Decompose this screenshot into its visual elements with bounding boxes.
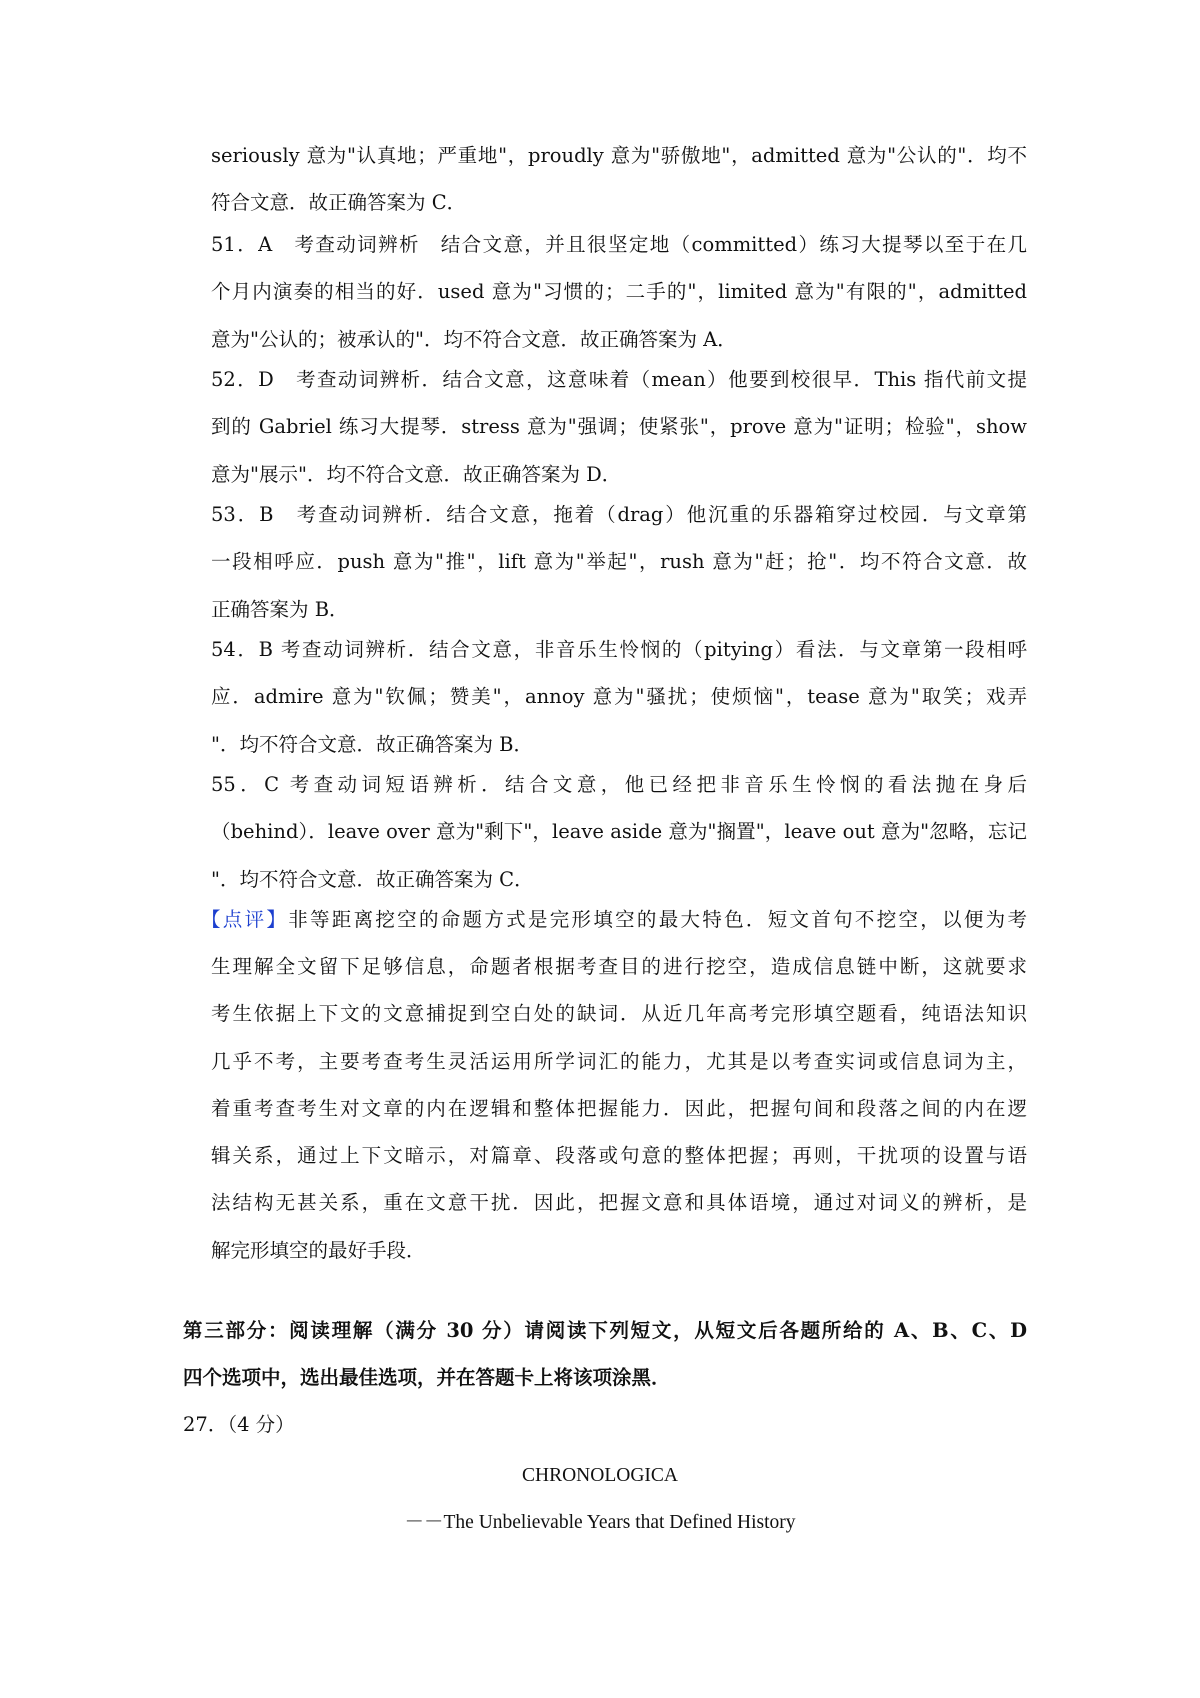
commentary-body bbox=[211, 943, 1027, 1274]
text-line: 符合文意．故正确答案为 C． bbox=[211, 191, 467, 215]
explanation-55 bbox=[211, 761, 1027, 903]
commentary bbox=[201, 896, 1027, 943]
passage-title: CHRONOLOGICA bbox=[522, 1465, 678, 1486]
commentary-text: 非等距离挖空的命题方式是完形填空的最大特色．短文首句不挖空，以便为考 bbox=[288, 908, 1027, 931]
passage-subtitle: －－The Unbelievable Years that Defined History bbox=[404, 1512, 796, 1533]
text-line: 考生依据上下文的文意捕捉到空白处的缺词．从近几年高考完形填空题看，纯语法知识 bbox=[211, 1002, 1027, 1026]
commentary-first-line bbox=[201, 896, 1027, 943]
text-line: 意为"公认的；被承认的"．均不符合文意．故正确答案为 A． bbox=[211, 327, 737, 351]
text-line: 51．A 考查动词辨析 结合文意，并且很坚定地（committed）练习大提琴以至于在几 bbox=[211, 233, 1027, 256]
text-line: 辑关系，通过上下文暗示，对篇章、段落或句意的整体把握；再则，干扰项的设置与语 bbox=[211, 1144, 1027, 1168]
text-line: 52．D 考查动词辨析．结合文意，这意味着（mean）他要到校很早．This 指代前文提 bbox=[211, 368, 1027, 391]
text-line: 法结构无甚关系，重在文意干扰．因此，把握文意和具体语境，通过对词义的辨析，是 bbox=[211, 1191, 1027, 1215]
text-line: 着重考查考生对文章的内在逻辑和整体把握能力．因此，把握句间和段落之间的内在逻 bbox=[211, 1096, 1027, 1120]
explanation-continuation bbox=[211, 132, 1027, 227]
commentary-tag: 【点评】 bbox=[201, 908, 289, 931]
text-line: 解完形填空的最好手段． bbox=[211, 1238, 426, 1262]
text-line: seriously 意为"认真地；严重地"，proudly 意为"骄傲地"，admitted 意为"公认的"．均不 bbox=[211, 144, 1027, 167]
text-line: 55．C 考查动词短语辨析．结合文意，他已经把非音乐生怜悯的看法抛在身后 bbox=[211, 773, 1027, 796]
section-heading bbox=[183, 1307, 1027, 1402]
explanation-54 bbox=[211, 626, 1027, 768]
text-line: "．均不符合文意．故正确答案为 C． bbox=[211, 867, 534, 891]
explanation-53 bbox=[211, 491, 1027, 633]
heading-line: 第三部分：阅读理解（满分 30 分）请阅读下列短文，从短文后各题所给的 A、B、C、D bbox=[183, 1319, 1027, 1342]
text-line: 到的 Gabriel 练习大提琴．stress 意为"强调；使紧张"，prove 意为"证明；检验"，show bbox=[211, 415, 1027, 439]
text-line: 应．admire 意为"钦佩；赞美"，annoy 意为"骚扰；使烦恼"，tease 意为"取笑；戏弄 bbox=[211, 685, 1027, 709]
heading-line: 四个选项中，选出最佳选项，并在答题卡上将该项涂黑． bbox=[183, 1366, 671, 1390]
text-line: 正确答案为 B． bbox=[211, 597, 349, 621]
text-line: （behind）．leave over 意为"剩下"，leave aside 意为"搁置"，leave out 意为"忽略，忘记 bbox=[211, 820, 1027, 844]
text-line: "．均不符合文意．故正确答案为 B． bbox=[211, 732, 533, 756]
text-line: 几乎不考，主要考查考生灵活运用所学词汇的能力，尤其是以考查实词或信息词为主， bbox=[211, 1049, 1027, 1073]
text-line: 53．B 考查动词辨析．结合文意，拖着（drag）他沉重的乐器箱穿过校园．与文章第 bbox=[211, 503, 1027, 526]
text-line: 54．B 考查动词辨析．结合文意，非音乐生怜悯的（pitying）看法．与文章第一段相呼 bbox=[211, 638, 1027, 661]
text-line: 一段相呼应．push 意为"推"，lift 意为"举起"，rush 意为"赶；抢"．均不符合文意．故 bbox=[211, 550, 1027, 574]
text-line: 意为"展示"．均不符合文意．故正确答案为 D． bbox=[211, 462, 622, 486]
question-number: 27．（4 分） bbox=[183, 1413, 295, 1436]
text-line: 生理解全文留下足够信息，命题者根据考查目的进行挖空，造成信息链中断，这就要求 bbox=[211, 955, 1027, 978]
explanation-52 bbox=[211, 356, 1027, 498]
explanation-51 bbox=[211, 221, 1027, 363]
text-line: 个月内演奏的相当的好．used 意为"习惯的；二手的"，limited 意为"有限的"，admitted bbox=[211, 280, 1027, 304]
